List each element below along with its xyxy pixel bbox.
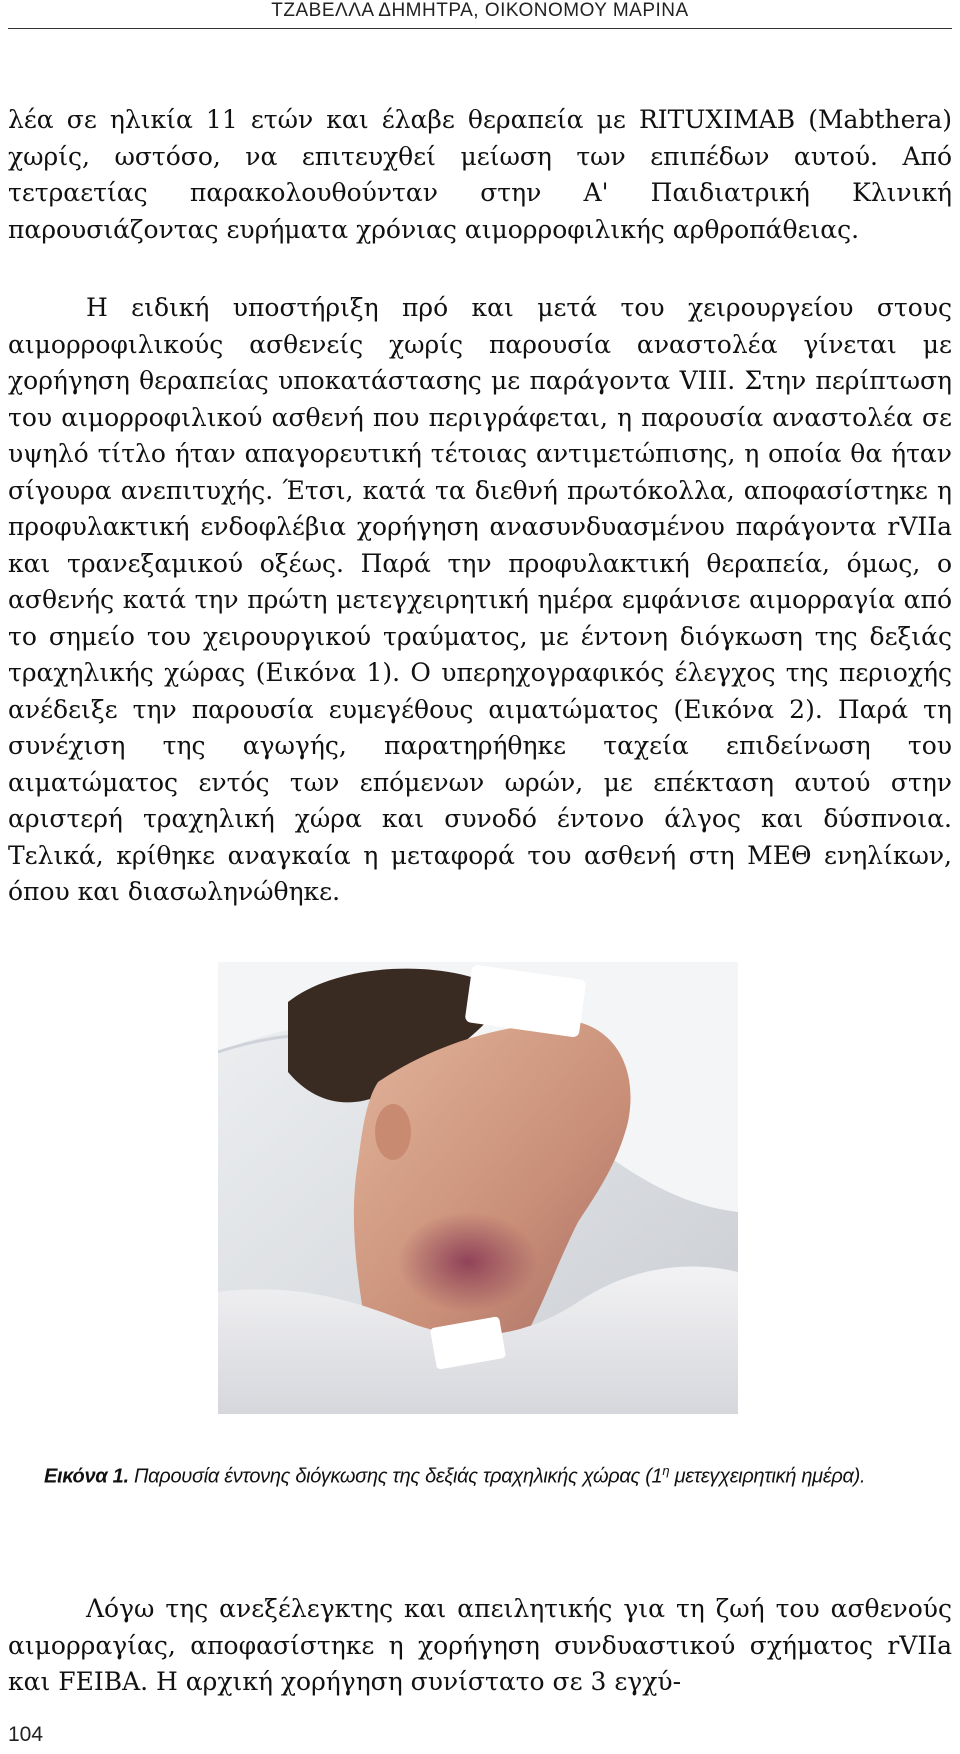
caption-text-end: μετεγχειρητική ημέρα). — [669, 1465, 866, 1488]
paragraph-3: Λόγω της ανεξέλεγκτης και απειλητικής για τη ζωή του ασθενούς αιμορραγίας, αποφασίστηκε η χορήγηση συνδυαστικού σχήματος rVIIa και FEIBA. Η αρχική χορήγηση συνίστατο σε 3 εγχύ- — [8, 1594, 952, 1696]
page-number: 104 — [8, 1723, 44, 1746]
caption-superscript: η — [662, 1463, 670, 1478]
paragraph-1: λέα σε ηλικία 11 ετών και έλαβε θεραπεία με RITUXIMAB (Mabthera) χωρίς, ωστόσο, να επιτευχθεί μείωση των επιπέδων αυτού. Από τετραετίας παρακολουθούνταν στην Α' Παιδιατρική Κλινική παρουσιάζοντας ευρήματα χρόνιας αιμορροφιλικής αρθροπάθειας. — [8, 105, 952, 244]
running-header: ΤΖΑΒΕΛΛΑ ΔΗΜΗΤΡΑ, ΟΙΚΟΝΟΜΟΥ ΜΑΡΙΝΑ — [271, 0, 689, 21]
header-divider — [8, 28, 952, 29]
caption-text: Παρουσία έντονης διόγκωσης της δεξιάς τραχηλικής χώρας (1 — [128, 1465, 663, 1488]
figure-1-photo — [218, 962, 738, 1414]
patient-neck-photo-illustration — [218, 962, 738, 1414]
paragraph-2: Η ειδική υποστήριξη πρό και μετά του χειρουργείου στους αιμορροφιλικούς ασθενείς χωρίς παρουσία αναστολέα γίνεται με χορήγηση θεραπείας υποκατάστασης με παράγοντα VIII. Στην περίπτωση του αιμορροφιλικού ασθενή που περιγράφεται, η παρουσία αναστολέα σε υψηλό τίτλο ήταν απαγορευτική τέτοιας αντιμετώπισης, η οποία θα ήταν σίγουρα ανεπιτυχής. Έτσι, κατά τα διεθνή πρωτόκολλα, αποφασίστηκε η προφυλακτική ενδοφλέβια χορήγηση ανασυνδυασμένου παράγοντα rVIIa και τρανεξαμικού οξέως. Παρά την προφυλακτική θεραπεία, όμως, ο ασθενής κατά την πρώτη μετεγχειρητική ημέρα εμφάνισε αιμορραγία από το σημείο του χειρουργικού τραύματος, με έντονη διόγκωση της δεξιάς τραχηλικής χώρας (Εικόνα 1). Ο υπερηχογραφικός έλεγχος της περιοχής ανέδειξε την παρουσία ευμεγέθους αιματώματος (Εικόνα 2). Παρά τη συνέχιση της αγωγής, παρατηρήθηκε ταχεία επιδείνωση του αιματώματος εντός των επόμενων ωρών, με επέκταση αυτού στην αριστερή τραχηλική χώρα και συνοδό έντονο άλγος και δύσπνοια. Τελικά, κρίθηκε αναγκαία η μεταφορά του ασθενή στη ΜΕΘ ενηλίκων, όπου και διασωληνώθηκε. — [8, 293, 952, 906]
caption-label: Εικόνα 1. — [44, 1465, 129, 1488]
figure-1-caption — [44, 1458, 944, 1490]
